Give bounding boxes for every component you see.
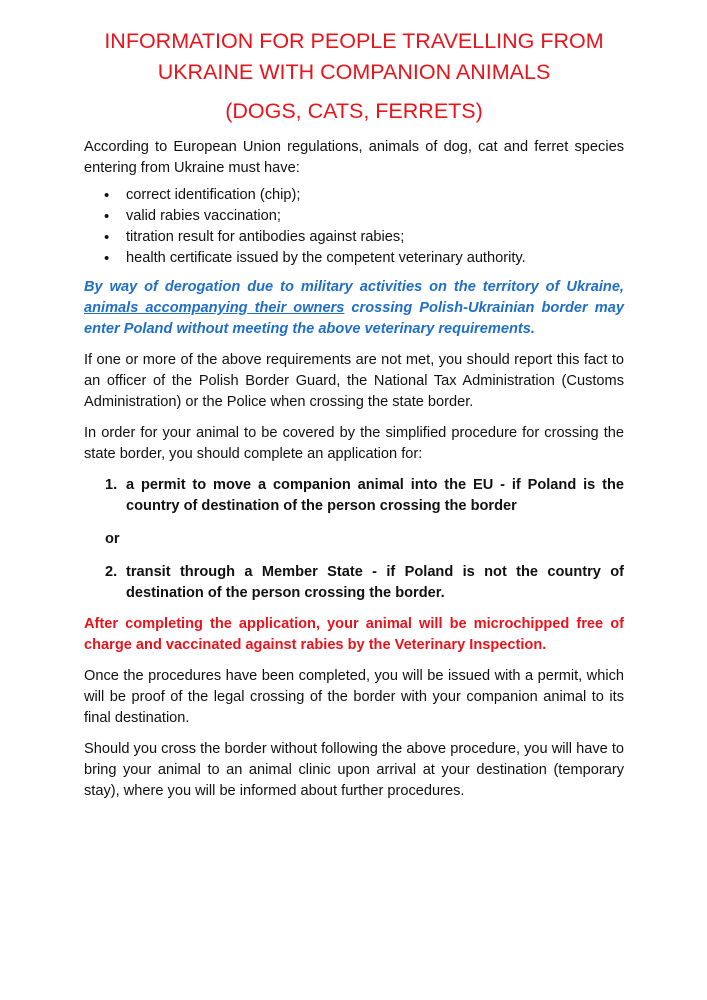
requirement-item: • health certificate issued by the competent veterinary authority. [104,248,624,269]
derogation-underlined-text: animals accompanying their owners [84,300,345,316]
title-line-1: INFORMATION FOR PEOPLE TRAVELLING FROM [104,29,604,53]
clinic-paragraph: Should you cross the border without following the above procedure, you will have to bring your animal to an animal clinic upon arrival at your destination (temporary stay), where you will be informed about further procedures. [84,741,624,799]
permit-paragraph: Once the procedures have been completed, you will be issued with a permit, which will be proof of the legal crossing of the border with your companion animal to its final destination. [84,668,624,726]
derogation-paragraph [84,277,624,340]
document-page [84,26,624,812]
intro-paragraph: According to European Union regulations, animals of dog, cat and ferret species entering from Ukraine must have: [84,139,624,176]
requirement-item: • valid rabies vaccination; [104,206,624,227]
derogation-text-1: By way of derogation due to military activities on the territory of Ukraine, [84,279,624,295]
title-line-2: UKRAINE WITH COMPANION ANIMALS [157,60,551,84]
document-title [84,26,624,88]
application-options-list-2 [84,562,624,604]
application-intro-paragraph: In order for your animal to be covered by the simplified procedure for crossing the state border, you should complete an application for: [84,425,624,462]
application-options-list [84,475,624,517]
requirement-item: • correct identification (chip); [104,185,624,206]
microchip-notice: After completing the application, your animal will be microchipped free of charge and vaccinated against rabies by the Veterinary Inspection. [84,616,624,653]
option-text: transit through a Member State - if Poland is not the country of destination of the person crossing the border. [126,564,624,601]
option-number: 2. [105,564,118,580]
application-option-2 [84,562,624,604]
requirements-list [84,185,624,269]
report-paragraph: If one or more of the above requirements are not met, you should report this fact to an officer of the Polish Border Guard, the National Tax Administration (Customs Administration) or the Police when crossing the state border. [84,352,624,410]
option-number: 1. [105,477,118,493]
option-text: a permit to move a companion animal into the EU - if Poland is the country of destination of the person crossing the border [126,477,624,514]
or-separator: or [105,531,120,547]
application-option-1 [84,475,624,517]
document-subtitle: (DOGS, CATS, FERRETS) [225,99,483,123]
requirement-item: • titration result for antibodies against rabies; [104,227,624,248]
derogation-text-2: crossing Polish-Ukrainian border may enter Poland without meeting the above veterinary requirements. [84,300,624,337]
